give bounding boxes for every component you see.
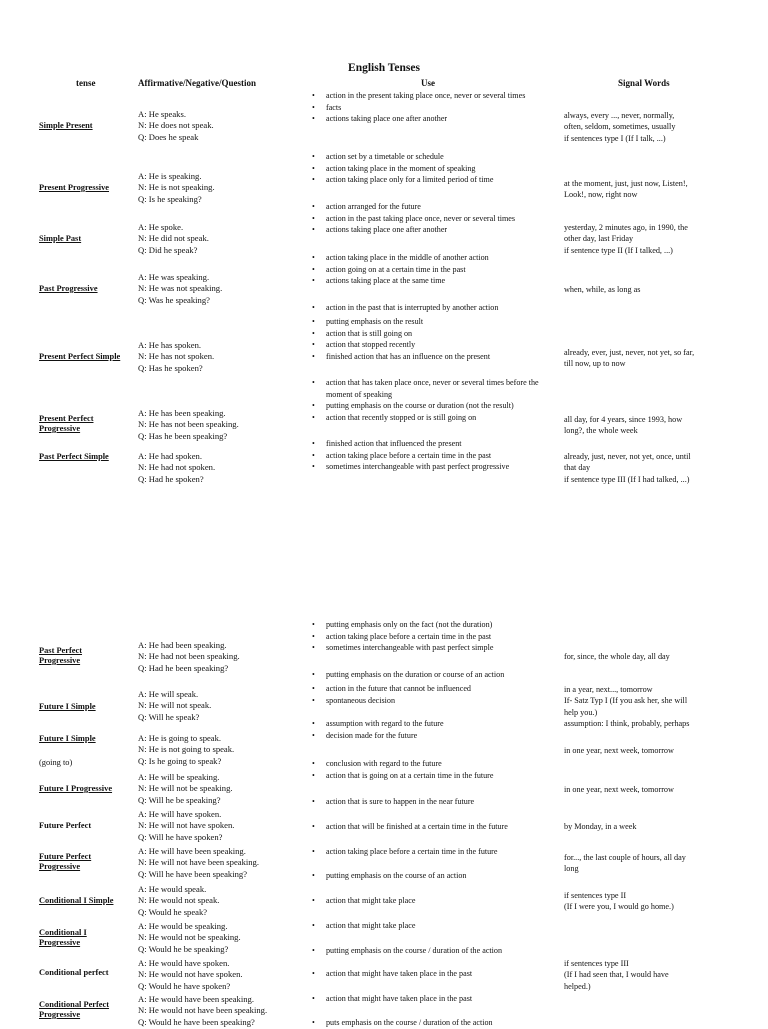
form-negative: N: He will not have spoken. bbox=[138, 820, 235, 831]
forms-block bbox=[138, 171, 308, 205]
forms-block bbox=[138, 451, 308, 485]
use-item: • putting emphasis on the course / duration of the action bbox=[312, 945, 564, 957]
form-question: Q: Has he spoken? bbox=[138, 362, 203, 373]
use-item: • action taking place before a certain time in the past bbox=[312, 450, 564, 462]
use-item: • action set by a timetable or schedule bbox=[312, 151, 564, 163]
signal-line: if sentence type II (If I talked, ...) bbox=[564, 245, 673, 255]
tense-label: Simple Past bbox=[39, 234, 82, 243]
form-negative: N: He had not spoken. bbox=[138, 462, 216, 473]
use-list bbox=[312, 669, 564, 681]
form-affirmative: A: He will have spoken. bbox=[138, 809, 222, 819]
signal-line: in a year, next..., tomorrow bbox=[564, 685, 653, 694]
use-item: • actions taking place one after another bbox=[312, 224, 564, 236]
use-list bbox=[312, 968, 564, 980]
form-affirmative: A: He will be speaking. bbox=[138, 772, 220, 782]
use-item: • action that is going on at a certain time in the future bbox=[312, 770, 564, 782]
tense-label: Future I Simple bbox=[39, 734, 96, 743]
signal-words bbox=[564, 684, 736, 730]
forms-block bbox=[138, 884, 308, 918]
use-list bbox=[312, 895, 564, 907]
forms-block bbox=[138, 689, 308, 723]
tense-label: (going to) bbox=[39, 758, 73, 767]
signal-line: all day, for 4 years, since 1993, how bbox=[564, 415, 683, 424]
use-item: • putting emphasis on the course or duration (not the result) bbox=[312, 400, 564, 412]
forms-block bbox=[138, 109, 308, 143]
use-item: • assumption with regard to the future bbox=[312, 718, 564, 730]
signal-line: (If I had seen that, I would have bbox=[564, 970, 669, 980]
use-item: • action that is sure to happen in the near future bbox=[312, 796, 564, 808]
signal-words bbox=[564, 178, 736, 201]
signal-words bbox=[564, 745, 736, 756]
tense-label: Present Progressive bbox=[39, 183, 110, 192]
signal-line: if sentences type I (If I talk, ...) bbox=[564, 133, 666, 143]
use-item: • facts bbox=[312, 102, 564, 114]
form-negative: N: He would not be speaking. bbox=[138, 932, 241, 943]
tense-label: Future Perfect bbox=[39, 821, 92, 830]
signal-line: if sentence type III (If I had talked, ...) bbox=[564, 474, 690, 484]
use-list bbox=[312, 796, 564, 808]
tense-label: Past Perfect Simple bbox=[39, 452, 109, 461]
signal-line: if sentences type II bbox=[564, 891, 627, 900]
form-question: Q: Had he spoken? bbox=[138, 473, 204, 484]
use-item: • action taking place in the middle of another action bbox=[312, 252, 564, 264]
form-question: Q: Is he going to speak? bbox=[138, 755, 222, 766]
form-affirmative: A: He would have been speaking. bbox=[138, 994, 254, 1004]
signal-words bbox=[564, 651, 736, 662]
form-question: Q: Had he been speaking? bbox=[138, 662, 229, 673]
signal-line: other day, last Friday bbox=[564, 234, 634, 244]
form-negative: N: He would not have been speaking. bbox=[138, 1005, 268, 1016]
form-affirmative: A: He was speaking. bbox=[138, 272, 210, 282]
use-item: • actions taking place one after another bbox=[312, 113, 564, 125]
form-negative: N: He would not have spoken. bbox=[138, 969, 243, 980]
use-item: • action in the past taking place once, never or several times bbox=[312, 213, 564, 225]
use-list bbox=[312, 151, 564, 186]
use-item: • action that recently stopped or is still going on bbox=[312, 412, 564, 424]
form-negative: N: He will not speak. bbox=[138, 700, 212, 711]
form-negative: N: He had not been speaking. bbox=[138, 651, 240, 662]
tense-label: Conditional perfect bbox=[39, 968, 109, 977]
form-question: Q: Will he have spoken? bbox=[138, 831, 223, 842]
signal-line: for, since, the whole day, all day bbox=[564, 652, 670, 661]
signal-line: always, every ..., never, normally, bbox=[564, 111, 675, 120]
forms-block bbox=[138, 809, 308, 843]
form-negative: N: He will not be speaking. bbox=[138, 783, 233, 794]
tense-label: Present Perfect Progressive bbox=[39, 414, 94, 433]
use-item: • sometimes interchangeable with past perfect progressive bbox=[312, 461, 564, 473]
form-negative: N: He does not speak. bbox=[138, 120, 214, 131]
forms-block bbox=[138, 272, 308, 306]
signal-line: yesterday, 2 minutes ago, in 1990, the bbox=[564, 223, 688, 232]
signal-line: by Monday, in a week bbox=[564, 822, 637, 831]
tense-label: Future I Simple bbox=[39, 702, 96, 711]
signal-words bbox=[564, 451, 736, 485]
forms-block bbox=[138, 408, 308, 442]
forms-block bbox=[138, 340, 308, 374]
use-item: • action taking place in the moment of speaking bbox=[312, 163, 564, 175]
form-question: Q: Will he be speaking? bbox=[138, 794, 221, 805]
use-list bbox=[312, 619, 564, 654]
form-question: Q: Does he speak bbox=[138, 131, 199, 142]
form-affirmative: A: He would have spoken. bbox=[138, 958, 230, 968]
use-list bbox=[312, 920, 564, 932]
form-negative: N: He has not been speaking. bbox=[138, 419, 239, 430]
signal-line: Look!, now, right now bbox=[564, 190, 638, 200]
use-list bbox=[312, 945, 564, 957]
form-affirmative: A: He had spoken. bbox=[138, 451, 202, 461]
signal-line: already, just, never, not yet, once, until bbox=[564, 452, 691, 461]
use-item: • finished action that has an influence on the present bbox=[312, 351, 564, 363]
forms-block bbox=[138, 772, 308, 806]
forms-block bbox=[138, 846, 308, 880]
form-negative: N: He is not speaking. bbox=[138, 182, 215, 193]
signal-line: in one year, next week, tomorrow bbox=[564, 785, 674, 794]
form-affirmative: A: He has been speaking. bbox=[138, 408, 226, 418]
tense-label: Present Perfect Simple bbox=[39, 352, 121, 361]
use-item: • putting emphasis on the result bbox=[312, 316, 564, 328]
signal-line: at the moment, just, just now, Listen!, bbox=[564, 179, 688, 188]
use-list bbox=[312, 201, 564, 236]
header-use: Use bbox=[421, 78, 435, 88]
signal-line: long?, the whole week bbox=[564, 426, 638, 436]
use-item: • spontaneous decision bbox=[312, 695, 564, 707]
use-item: • action in the past that is interrupted by another action bbox=[312, 302, 564, 314]
tense-label: Conditional I Simple bbox=[39, 896, 114, 905]
signal-line: if sentences type III bbox=[564, 959, 629, 968]
signal-line: that day bbox=[564, 463, 591, 473]
form-affirmative: A: He would be speaking. bbox=[138, 921, 228, 931]
signal-words bbox=[564, 284, 736, 295]
use-list bbox=[312, 758, 564, 781]
use-item: • action that might have taken place in the past bbox=[312, 993, 564, 1005]
form-negative: N: He did not speak. bbox=[138, 233, 209, 244]
form-question: Q: Will he speak? bbox=[138, 711, 200, 722]
signal-line: for..., the last couple of hours, all day bbox=[564, 853, 686, 862]
use-item: • putting emphasis only on the fact (not the duration) bbox=[312, 619, 564, 631]
form-question: Q: Would he be speaking? bbox=[138, 943, 229, 954]
use-list bbox=[312, 302, 564, 314]
use-item: • puts emphasis on the course / duration of the action bbox=[312, 1017, 564, 1029]
forms-block bbox=[138, 958, 308, 992]
form-question: Q: Will he have been speaking? bbox=[138, 868, 248, 879]
use-item: • conclusion with regard to the future bbox=[312, 758, 564, 770]
use-item: • action taking place before a certain time in the past bbox=[312, 631, 564, 643]
tense-label: Conditional Perfect Progressive bbox=[39, 1000, 110, 1019]
use-item: • action that stopped recently bbox=[312, 339, 564, 351]
signal-words bbox=[564, 110, 736, 144]
form-negative: N: He is not going to speak. bbox=[138, 744, 235, 755]
form-question: Q: Would he speak? bbox=[138, 906, 208, 917]
header-tense: tense bbox=[76, 78, 96, 88]
use-item: • action that will be finished at a certain time in the future bbox=[312, 821, 564, 833]
use-list bbox=[312, 252, 564, 287]
form-question: Q: Would he have spoken? bbox=[138, 980, 231, 991]
use-item: • actions taking place at the same time bbox=[312, 275, 564, 287]
form-affirmative: A: He is speaking. bbox=[138, 171, 202, 181]
forms-block bbox=[138, 921, 308, 955]
use-item: • action taking place only for a limited period of time bbox=[312, 174, 564, 186]
use-list bbox=[312, 846, 564, 858]
signal-line: till now, up to now bbox=[564, 359, 626, 369]
signal-words bbox=[564, 222, 736, 256]
forms-block bbox=[138, 733, 308, 767]
use-item: • action that might take place bbox=[312, 895, 564, 907]
signal-line: in one year, next week, tomorrow bbox=[564, 746, 674, 755]
use-list bbox=[312, 438, 564, 473]
use-item: • action that has taken place once, never or several times before the moment of speaking bbox=[312, 377, 564, 400]
form-affirmative: A: He is going to speak. bbox=[138, 733, 222, 743]
use-list bbox=[312, 718, 564, 741]
use-item: • action that might take place bbox=[312, 920, 564, 932]
form-question: Q: Is he speaking? bbox=[138, 193, 202, 204]
form-question: Q: Would he have been speaking? bbox=[138, 1016, 255, 1027]
use-item: • action arranged for the future bbox=[312, 201, 564, 213]
use-item: • action that is still going on bbox=[312, 328, 564, 340]
form-affirmative: A: He spoke. bbox=[138, 222, 184, 232]
use-item: • putting emphasis on the course of an action bbox=[312, 870, 564, 882]
use-item: • action taking place before a certain time in the future bbox=[312, 846, 564, 858]
signal-line: help you.) bbox=[564, 707, 598, 717]
use-list bbox=[312, 683, 564, 706]
signal-line: (If I were you, I would go home.) bbox=[564, 902, 674, 912]
forms-block bbox=[138, 222, 308, 256]
tense-label: Simple Present bbox=[39, 121, 93, 130]
tense-label: Conditional I Progressive bbox=[39, 928, 87, 947]
use-item: • finished action that influenced the present bbox=[312, 438, 564, 450]
use-item: • action going on at a certain time in the past bbox=[312, 264, 564, 276]
use-list bbox=[312, 821, 564, 833]
signal-line: long bbox=[564, 864, 579, 874]
signal-line: assumption: I think, probably, perhaps bbox=[564, 719, 690, 729]
signal-line: when, while, as long as bbox=[564, 285, 641, 294]
form-affirmative: A: He speaks. bbox=[138, 109, 186, 119]
form-negative: N: He would not speak. bbox=[138, 895, 220, 906]
use-list bbox=[312, 870, 564, 882]
header-signal-words: Signal Words bbox=[618, 78, 670, 88]
form-question: Q: Was he speaking? bbox=[138, 294, 210, 305]
signal-words bbox=[564, 784, 736, 795]
form-affirmative: A: He will speak. bbox=[138, 689, 199, 699]
use-item: • action that might have taken place in the past bbox=[312, 968, 564, 980]
signal-line: already, ever, just, never, not yet, so far, bbox=[564, 348, 695, 357]
signal-words bbox=[564, 414, 736, 437]
forms-block bbox=[138, 640, 308, 674]
form-affirmative: A: He had been speaking. bbox=[138, 640, 227, 650]
use-item: • decision made for the future bbox=[312, 730, 564, 742]
use-list bbox=[312, 1017, 564, 1029]
signal-words bbox=[564, 890, 736, 913]
form-affirmative: A: He has spoken. bbox=[138, 340, 202, 350]
form-question: Q: Has he been speaking? bbox=[138, 430, 228, 441]
use-list bbox=[312, 90, 564, 125]
tense-label: Future I Progressive bbox=[39, 784, 113, 793]
form-question: Q: Did he speak? bbox=[138, 244, 198, 255]
tense-label: Past Progressive bbox=[39, 284, 98, 293]
signal-words bbox=[564, 958, 736, 992]
form-affirmative: A: He would speak. bbox=[138, 884, 207, 894]
use-list bbox=[312, 316, 564, 362]
signal-words bbox=[564, 821, 736, 832]
tense-label: Past Perfect Progressive bbox=[39, 646, 83, 665]
form-negative: N: He will not have been speaking. bbox=[138, 857, 259, 868]
use-item: • action in the present taking place once, never or several times bbox=[312, 90, 564, 102]
forms-block bbox=[138, 994, 308, 1028]
form-affirmative: A: He will have been speaking. bbox=[138, 846, 246, 856]
signal-words bbox=[564, 347, 736, 370]
use-item: • sometimes interchangeable with past perfect simple bbox=[312, 642, 564, 654]
form-negative: N: He has not spoken. bbox=[138, 351, 215, 362]
signal-words bbox=[564, 852, 736, 875]
header-forms: Affirmative/Negative/Question bbox=[138, 78, 256, 88]
signal-line: helped.) bbox=[564, 981, 591, 991]
use-list bbox=[312, 993, 564, 1005]
tense-label: Future Perfect Progressive bbox=[39, 852, 92, 871]
signal-line: often, seldom, sometimes, usually bbox=[564, 122, 676, 132]
use-list bbox=[312, 377, 564, 423]
page-title: English Tenses bbox=[348, 62, 420, 74]
signal-line: If- Satz Typ I (If you ask her, she will bbox=[564, 696, 688, 706]
use-item: • action in the future that cannot be influenced bbox=[312, 683, 564, 695]
use-item: • putting emphasis on the duration or course of an action bbox=[312, 669, 564, 681]
form-negative: N: He was not speaking. bbox=[138, 283, 223, 294]
